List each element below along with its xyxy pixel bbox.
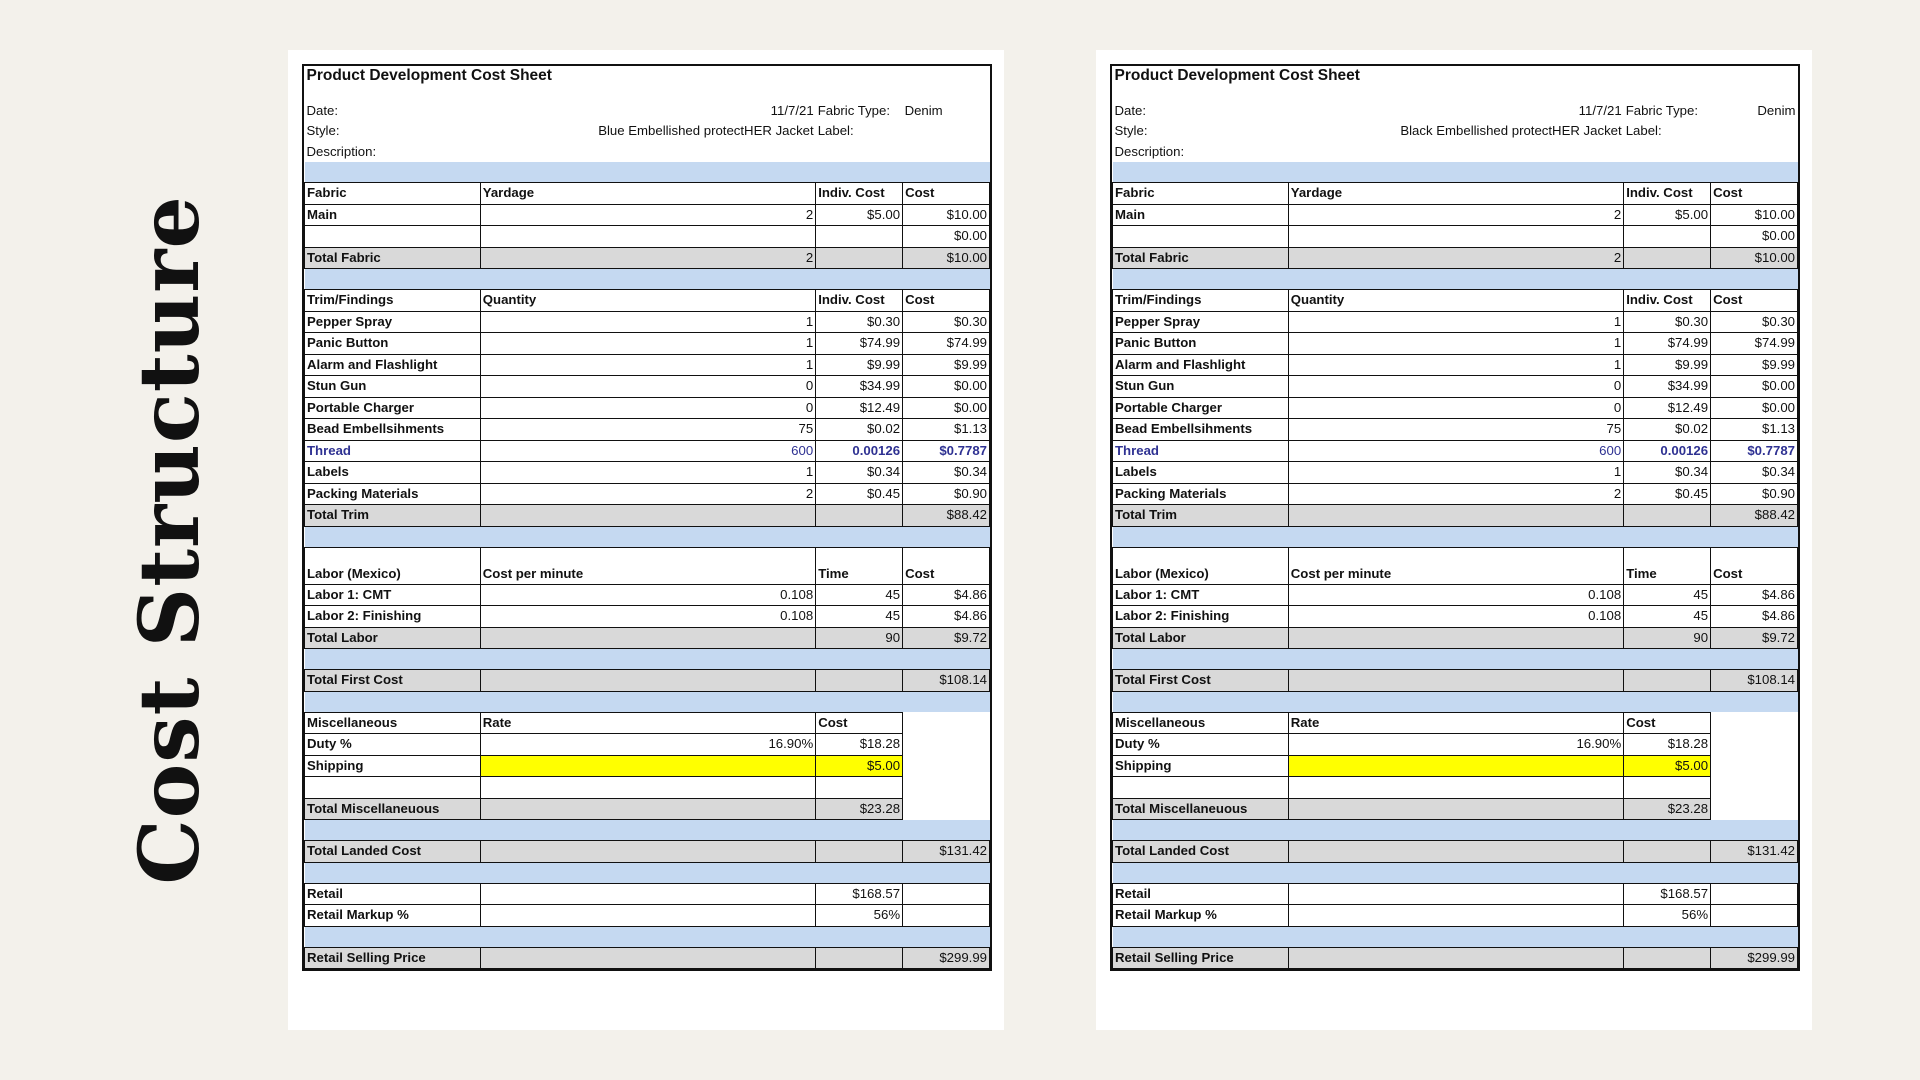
- indiv-cost: $9.99: [1624, 354, 1711, 376]
- indiv-cost: $0.34: [816, 462, 903, 484]
- cost-sheet: [302, 64, 992, 971]
- labor-header: Cost per minute: [1288, 547, 1623, 584]
- fabric-type-value: Denim: [1757, 102, 1796, 118]
- style-label: Style:: [1114, 123, 1148, 139]
- total-yardage: 2: [480, 247, 815, 269]
- quantity: 1: [1288, 354, 1623, 376]
- indiv-cost: $12.49: [1624, 397, 1711, 419]
- label-label: Label:: [1625, 123, 1662, 139]
- duty-rate: 16.90%: [480, 734, 815, 756]
- labor-header: Cost per minute: [480, 547, 815, 584]
- trim-item-label: Stun Gun: [305, 376, 481, 398]
- retail-selling-price-label: Retail Selling Price: [1113, 947, 1289, 969]
- indiv-cost: 0.00126: [816, 440, 903, 462]
- total-trim-label: Total Trim: [1113, 505, 1289, 527]
- description-label: Description:: [1114, 143, 1185, 159]
- trim-item-label: Panic Button: [1113, 333, 1289, 355]
- total-labor-label: Total Labor: [1113, 627, 1289, 649]
- trim-item-label: Portable Charger: [305, 397, 481, 419]
- indiv-cost: $0.30: [1624, 311, 1711, 333]
- cost-per-minute: 0.108: [480, 584, 815, 606]
- misc-header: Rate: [1288, 712, 1623, 734]
- labor-header: Time: [1624, 547, 1711, 584]
- retail-markup-value: 56%: [816, 905, 903, 927]
- trim-item-label: Alarm and Flashlight: [1113, 354, 1289, 376]
- labor-header: Labor (Mexico): [1113, 547, 1289, 584]
- trim-header: Indiv. Cost: [1624, 290, 1711, 312]
- trim-header: Quantity: [1288, 290, 1623, 312]
- label-label: Label:: [817, 123, 854, 139]
- thread-label: Thread: [305, 440, 481, 462]
- quantity: 0: [480, 376, 815, 398]
- fabric-header: Cost: [1711, 183, 1798, 205]
- quantity: 75: [480, 419, 815, 441]
- quantity: 1: [1288, 462, 1623, 484]
- labor-item-label: Labor 2: Finishing: [305, 606, 481, 628]
- fabric-main-label: Main: [1113, 204, 1289, 226]
- duty-rate: 16.90%: [1288, 734, 1623, 756]
- retail-selling-price: $299.99: [903, 947, 990, 969]
- trim-item-label: Packing Materials: [1113, 483, 1289, 505]
- cost: $4.86: [903, 584, 990, 606]
- total-misc-cost: $23.28: [816, 798, 903, 820]
- fabric-header: Yardage: [1288, 183, 1623, 205]
- fabric-type-value: Denim: [904, 102, 943, 118]
- cost: $0.00: [1711, 397, 1798, 419]
- fabric-header: Indiv. Cost: [1624, 183, 1711, 205]
- retail-markup-label: Retail Markup %: [1113, 905, 1289, 927]
- indiv-cost: $34.99: [816, 376, 903, 398]
- trim-item-label: Bead Embellsihments: [1113, 419, 1289, 441]
- total-misc-cost: $23.28: [1624, 798, 1711, 820]
- cost: $0.00: [903, 397, 990, 419]
- indiv-cost: $9.99: [816, 354, 903, 376]
- fabric-type-label: Fabric Type:: [817, 102, 891, 118]
- indiv-cost: $74.99: [816, 333, 903, 355]
- quantity: 0: [1288, 376, 1623, 398]
- total-labor-label: Total Labor: [305, 627, 481, 649]
- total-first-cost: $108.14: [1711, 670, 1798, 692]
- trim-header: Quantity: [480, 290, 815, 312]
- cost-per-minute: 0.108: [480, 606, 815, 628]
- trim-item-label: Pepper Spray: [1113, 311, 1289, 333]
- date-label: Date:: [1114, 102, 1147, 118]
- page-title: Cost Structure: [122, 195, 218, 885]
- cost: $0.34: [903, 462, 990, 484]
- indiv-cost: $0.45: [816, 483, 903, 505]
- cost: $0.00: [903, 226, 990, 248]
- description-label: Description:: [306, 143, 377, 159]
- labor-header: Cost: [1711, 547, 1798, 584]
- total-trim-cost: $88.42: [903, 505, 990, 527]
- time: 45: [816, 584, 903, 606]
- cost: $1.13: [903, 419, 990, 441]
- cost: $9.99: [1711, 354, 1798, 376]
- labor-header: Cost: [903, 547, 990, 584]
- cost: $0.30: [1711, 311, 1798, 333]
- retail-value: $168.57: [1624, 883, 1711, 905]
- total-landed-cost-label: Total Landed Cost: [1113, 841, 1289, 863]
- total-fabric-label: Total Fabric: [305, 247, 481, 269]
- style-value: Blue Embellished protectHER Jacket: [598, 123, 814, 139]
- quantity: 1: [1288, 333, 1623, 355]
- sheet-title: Product Development Cost Sheet: [1114, 67, 1360, 84]
- cost: $74.99: [1711, 333, 1798, 355]
- retail-markup-label: Retail Markup %: [305, 905, 481, 927]
- trim-item-label: Stun Gun: [1113, 376, 1289, 398]
- cost: $4.86: [1711, 606, 1798, 628]
- total-first-cost: $108.14: [903, 670, 990, 692]
- cost-per-minute: 0.108: [1288, 606, 1623, 628]
- misc-header: Miscellaneous: [305, 712, 481, 734]
- cost-sheet-card-blue: [288, 50, 1004, 1030]
- cost: $0.34: [1711, 462, 1798, 484]
- trim-item-label: Panic Button: [305, 333, 481, 355]
- sheet-title: Product Development Cost Sheet: [306, 67, 552, 84]
- labor-item-label: Labor 2: Finishing: [1113, 606, 1289, 628]
- fabric-header: Cost: [903, 183, 990, 205]
- total-misc-label: Total Miscellaneuous: [305, 798, 481, 820]
- cost-sheet-card-black: [1096, 50, 1812, 1030]
- cost: $74.99: [903, 333, 990, 355]
- cost: $0.00: [1711, 376, 1798, 398]
- retail-label: Retail: [305, 883, 481, 905]
- total-first-cost-label: Total First Cost: [305, 670, 481, 692]
- total-landed-cost: $131.42: [903, 841, 990, 863]
- retail-value: $168.57: [816, 883, 903, 905]
- style-label: Style:: [306, 123, 340, 139]
- fabric-header: Fabric: [305, 183, 481, 205]
- indiv-cost: $0.45: [1624, 483, 1711, 505]
- total-fabric-cost: $10.00: [903, 247, 990, 269]
- trim-item-label: Labels: [305, 462, 481, 484]
- date-value: 11/7/21: [770, 102, 814, 118]
- fabric-header: Indiv. Cost: [816, 183, 903, 205]
- fabric-header: Yardage: [480, 183, 815, 205]
- duty-cost: $18.28: [816, 734, 903, 756]
- cost: $1.13: [1711, 419, 1798, 441]
- total-time: 90: [816, 627, 903, 649]
- quantity: 0: [480, 397, 815, 419]
- indiv-cost: 0.00126: [1624, 440, 1711, 462]
- total-fabric-label: Total Fabric: [1113, 247, 1289, 269]
- trim-item-label: Portable Charger: [1113, 397, 1289, 419]
- indiv-cost: $0.34: [1624, 462, 1711, 484]
- indiv-cost: $12.49: [816, 397, 903, 419]
- indiv-cost: $74.99: [1624, 333, 1711, 355]
- total-trim-cost: $88.42: [1711, 505, 1798, 527]
- style-value: Black Embellished protectHER Jacket: [1400, 123, 1622, 139]
- quantity: 600: [480, 440, 815, 462]
- duty-label: Duty %: [1113, 734, 1289, 756]
- misc-header: Miscellaneous: [1113, 712, 1289, 734]
- retail-markup-value: 56%: [1624, 905, 1711, 927]
- shipping-label: Shipping: [305, 755, 481, 777]
- cost: $0.90: [1711, 483, 1798, 505]
- indiv-cost: $5.00: [1624, 204, 1711, 226]
- cost: $0.7787: [903, 440, 990, 462]
- cost: $9.99: [903, 354, 990, 376]
- misc-header: Cost: [816, 712, 903, 734]
- quantity: 600: [1288, 440, 1623, 462]
- retail-selling-price-label: Retail Selling Price: [305, 947, 481, 969]
- total-trim-label: Total Trim: [305, 505, 481, 527]
- cost-sheet: [1110, 64, 1800, 971]
- total-landed-cost-label: Total Landed Cost: [305, 841, 481, 863]
- duty-label: Duty %: [305, 734, 481, 756]
- indiv-cost: $0.02: [1624, 419, 1711, 441]
- labor-header: Time: [816, 547, 903, 584]
- cost: $0.00: [1711, 226, 1798, 248]
- trim-header: Cost: [903, 290, 990, 312]
- misc-header: Cost: [1624, 712, 1711, 734]
- trim-item-label: Labels: [1113, 462, 1289, 484]
- time: 45: [816, 606, 903, 628]
- quantity: 1: [480, 354, 815, 376]
- total-time: 90: [1624, 627, 1711, 649]
- trim-header: Cost: [1711, 290, 1798, 312]
- cost: $0.30: [903, 311, 990, 333]
- labor-item-label: Labor 1: CMT: [1113, 584, 1289, 606]
- quantity: 1: [1288, 311, 1623, 333]
- cost-per-minute: 0.108: [1288, 584, 1623, 606]
- cost: $4.86: [1711, 584, 1798, 606]
- labor-header: Labor (Mexico): [305, 547, 481, 584]
- cost: $10.00: [1711, 204, 1798, 226]
- cost: $0.00: [903, 376, 990, 398]
- labor-item-label: Labor 1: CMT: [305, 584, 481, 606]
- total-yardage: 2: [1288, 247, 1623, 269]
- fabric-main-label: Main: [305, 204, 481, 226]
- fabric-header: Fabric: [1113, 183, 1289, 205]
- quantity: 1: [480, 333, 815, 355]
- cost: $0.7787: [1711, 440, 1798, 462]
- trim-header: Trim/Findings: [1113, 290, 1289, 312]
- fabric-type-label: Fabric Type:: [1625, 102, 1699, 118]
- trim-header: Trim/Findings: [305, 290, 481, 312]
- cost: $4.86: [903, 606, 990, 628]
- duty-cost: $18.28: [1624, 734, 1711, 756]
- quantity: 1: [480, 462, 815, 484]
- time: 45: [1624, 584, 1711, 606]
- shipping-label: Shipping: [1113, 755, 1289, 777]
- quantity: 2: [1288, 483, 1623, 505]
- trim-item-label: Packing Materials: [305, 483, 481, 505]
- indiv-cost: $34.99: [1624, 376, 1711, 398]
- total-landed-cost: $131.42: [1711, 841, 1798, 863]
- total-labor-cost: $9.72: [903, 627, 990, 649]
- cost: $0.90: [903, 483, 990, 505]
- indiv-cost: $5.00: [816, 204, 903, 226]
- quantity: 0: [1288, 397, 1623, 419]
- trim-header: Indiv. Cost: [816, 290, 903, 312]
- misc-header: Rate: [480, 712, 815, 734]
- retail-label: Retail: [1113, 883, 1289, 905]
- yardage: 2: [480, 204, 815, 226]
- time: 45: [1624, 606, 1711, 628]
- trim-item-label: Pepper Spray: [305, 311, 481, 333]
- total-misc-label: Total Miscellaneuous: [1113, 798, 1289, 820]
- retail-selling-price: $299.99: [1711, 947, 1798, 969]
- cost: $10.00: [903, 204, 990, 226]
- indiv-cost: $0.30: [816, 311, 903, 333]
- trim-item-label: Alarm and Flashlight: [305, 354, 481, 376]
- quantity: 1: [480, 311, 815, 333]
- total-labor-cost: $9.72: [1711, 627, 1798, 649]
- total-fabric-cost: $10.00: [1711, 247, 1798, 269]
- trim-item-label: Bead Embellsihments: [305, 419, 481, 441]
- date-value: 11/7/21: [1578, 102, 1622, 118]
- indiv-cost: $0.02: [816, 419, 903, 441]
- shipping-cost: $5.00: [816, 755, 903, 777]
- total-first-cost-label: Total First Cost: [1113, 670, 1289, 692]
- yardage: 2: [1288, 204, 1623, 226]
- shipping-cost: $5.00: [1624, 755, 1711, 777]
- thread-label: Thread: [1113, 440, 1289, 462]
- quantity: 75: [1288, 419, 1623, 441]
- date-label: Date:: [306, 102, 339, 118]
- quantity: 2: [480, 483, 815, 505]
